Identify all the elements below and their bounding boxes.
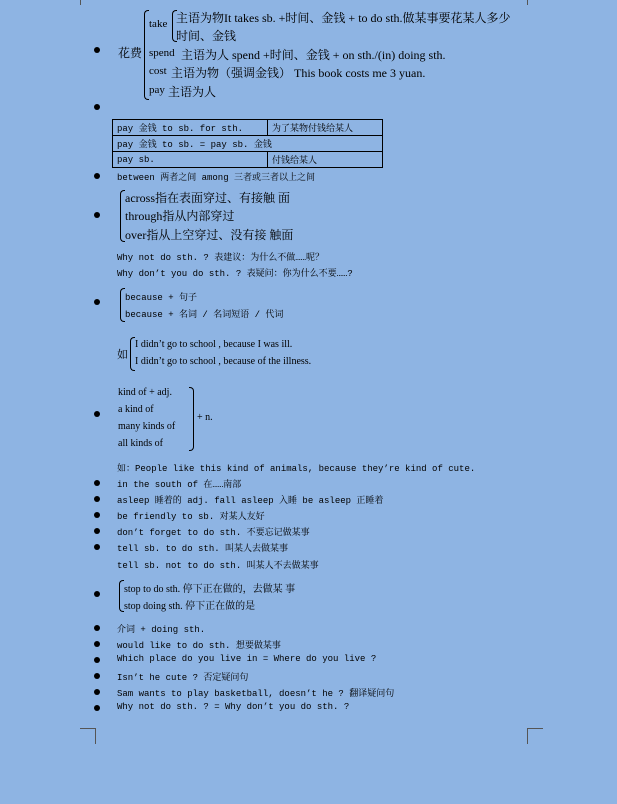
table-cell: pay 金钱 to sb. = pay sb. 金钱: [113, 136, 383, 152]
bullet: [94, 47, 100, 53]
pay-table: [112, 119, 383, 168]
bullet: [94, 299, 100, 305]
bullet: [94, 173, 100, 179]
cost-key: cost: [149, 65, 167, 77]
friendly-text: be friendly to sb. 对某人友好: [117, 512, 265, 522]
kind-example: 如：People like this kind of animals, because they’re kind of cute.: [117, 464, 476, 474]
table-row: [113, 136, 383, 152]
which-place-text: Which place do you live in = Where do you live ?: [117, 654, 377, 664]
spend-key: spend: [149, 47, 175, 59]
pay-key: pay: [149, 84, 165, 96]
spend-text: 主语为人 spend +时间、金钱 + on sth./(in) doing sth.: [181, 48, 446, 62]
because-of: because + 名词 / 名词短语 / 代词: [125, 310, 284, 320]
over-text: over指从上空穿过、没有接 触面: [125, 228, 294, 242]
crop-mark-bottom-right: [527, 728, 543, 744]
cost-text: 主语为物（强调金钱） This book costs me 3 yuan.: [171, 66, 426, 80]
bullet: [94, 528, 100, 534]
bullet: [94, 480, 100, 486]
crop-mark-top-left: [80, 0, 81, 5]
brace: [189, 387, 194, 451]
isnt-text: Isn’t he cute ? 否定疑问句: [117, 673, 249, 683]
tell-to-text: tell sb. to do sth. 叫某人去做某事: [117, 544, 289, 554]
crop-mark-bottom-left: [80, 728, 96, 744]
bullet: [94, 689, 100, 695]
why-not-equals-text: Why not do sth. ? = Why don’t you do sth. ?: [117, 702, 350, 712]
stop-to-do: stop to do sth. 停下正在做的，去做某 事: [124, 584, 296, 595]
bullet: [94, 411, 100, 417]
would-like-text: would like to do sth. 想要做某事: [117, 641, 281, 651]
many-kinds-of: many kinds of: [118, 421, 176, 432]
table-row: [113, 120, 383, 136]
bullet: [94, 512, 100, 518]
prep-text: 介词 + doing sth.: [117, 625, 206, 635]
table-cell: pay sb.: [113, 152, 268, 168]
take-line-2: 时间、金钱: [176, 29, 237, 43]
tell-not-to-text: tell sb. not to do sth. 叫某人不去做某事: [117, 561, 319, 571]
table-cell: 付钱给某人: [268, 152, 383, 168]
pay-text: 主语为人: [168, 85, 217, 99]
example-prefix: 如: [117, 349, 128, 361]
between-among-text: between 两者之间 among 三者或三者以上之间: [117, 173, 316, 183]
take-label: take: [149, 18, 168, 30]
bullet: [94, 544, 100, 550]
kind-of-adj: kind of + adj.: [118, 387, 172, 398]
why-not-text: Why not do sth. ? 表建议：为什么不做……呢？: [117, 253, 325, 263]
south-text: in the south of 在……南部: [117, 480, 242, 490]
table-cell: pay 金钱 to sb. for sth.: [113, 120, 268, 136]
bullet: [94, 673, 100, 679]
why-dont-text: Why don’t you do sth. ? 表疑问：你为什么不要……?: [117, 269, 353, 279]
example-line-2: I didn’t go to school , because of the illness.: [135, 356, 312, 367]
forget-text: don’t forget to do sth. 不要忘记做某事: [117, 528, 310, 538]
bullet: [94, 625, 100, 631]
because-clause: because + 句子: [125, 293, 198, 303]
take-line-1: 主语为物It takes sb. +时间、金钱 + to do sth.做某事要花某人多少: [176, 11, 511, 25]
bullet: [94, 496, 100, 502]
bullet: [94, 591, 100, 597]
spend-label: 花费: [118, 46, 143, 60]
bullet: [94, 641, 100, 647]
across-text: across指在表面穿过、有接触 面: [125, 191, 290, 205]
through-text: through指从内部穿过: [125, 209, 235, 223]
plus-noun: + n.: [197, 412, 213, 423]
a-kind-of: a kind of: [118, 404, 154, 415]
crop-mark-top-right: [527, 0, 528, 5]
all-kinds-of: all kinds of: [118, 438, 163, 449]
asleep-text: asleep 睡着的 adj. fall asleep 入睡 be asleep 正睡着: [117, 496, 384, 506]
bullet: [94, 104, 100, 110]
bullet: [94, 705, 100, 711]
table-cell: 为了某物付钱给某人: [268, 120, 383, 136]
example-line-1: I didn’t go to school , because I was ill.: [135, 339, 293, 350]
table-row: [113, 152, 383, 168]
bullet: [94, 657, 100, 663]
bullet: [94, 212, 100, 218]
stop-doing: stop doing sth. 停下正在做的是: [124, 601, 256, 612]
sam-text: Sam wants to play basketball, doesn’t he ? 翻译疑问句: [117, 689, 395, 699]
